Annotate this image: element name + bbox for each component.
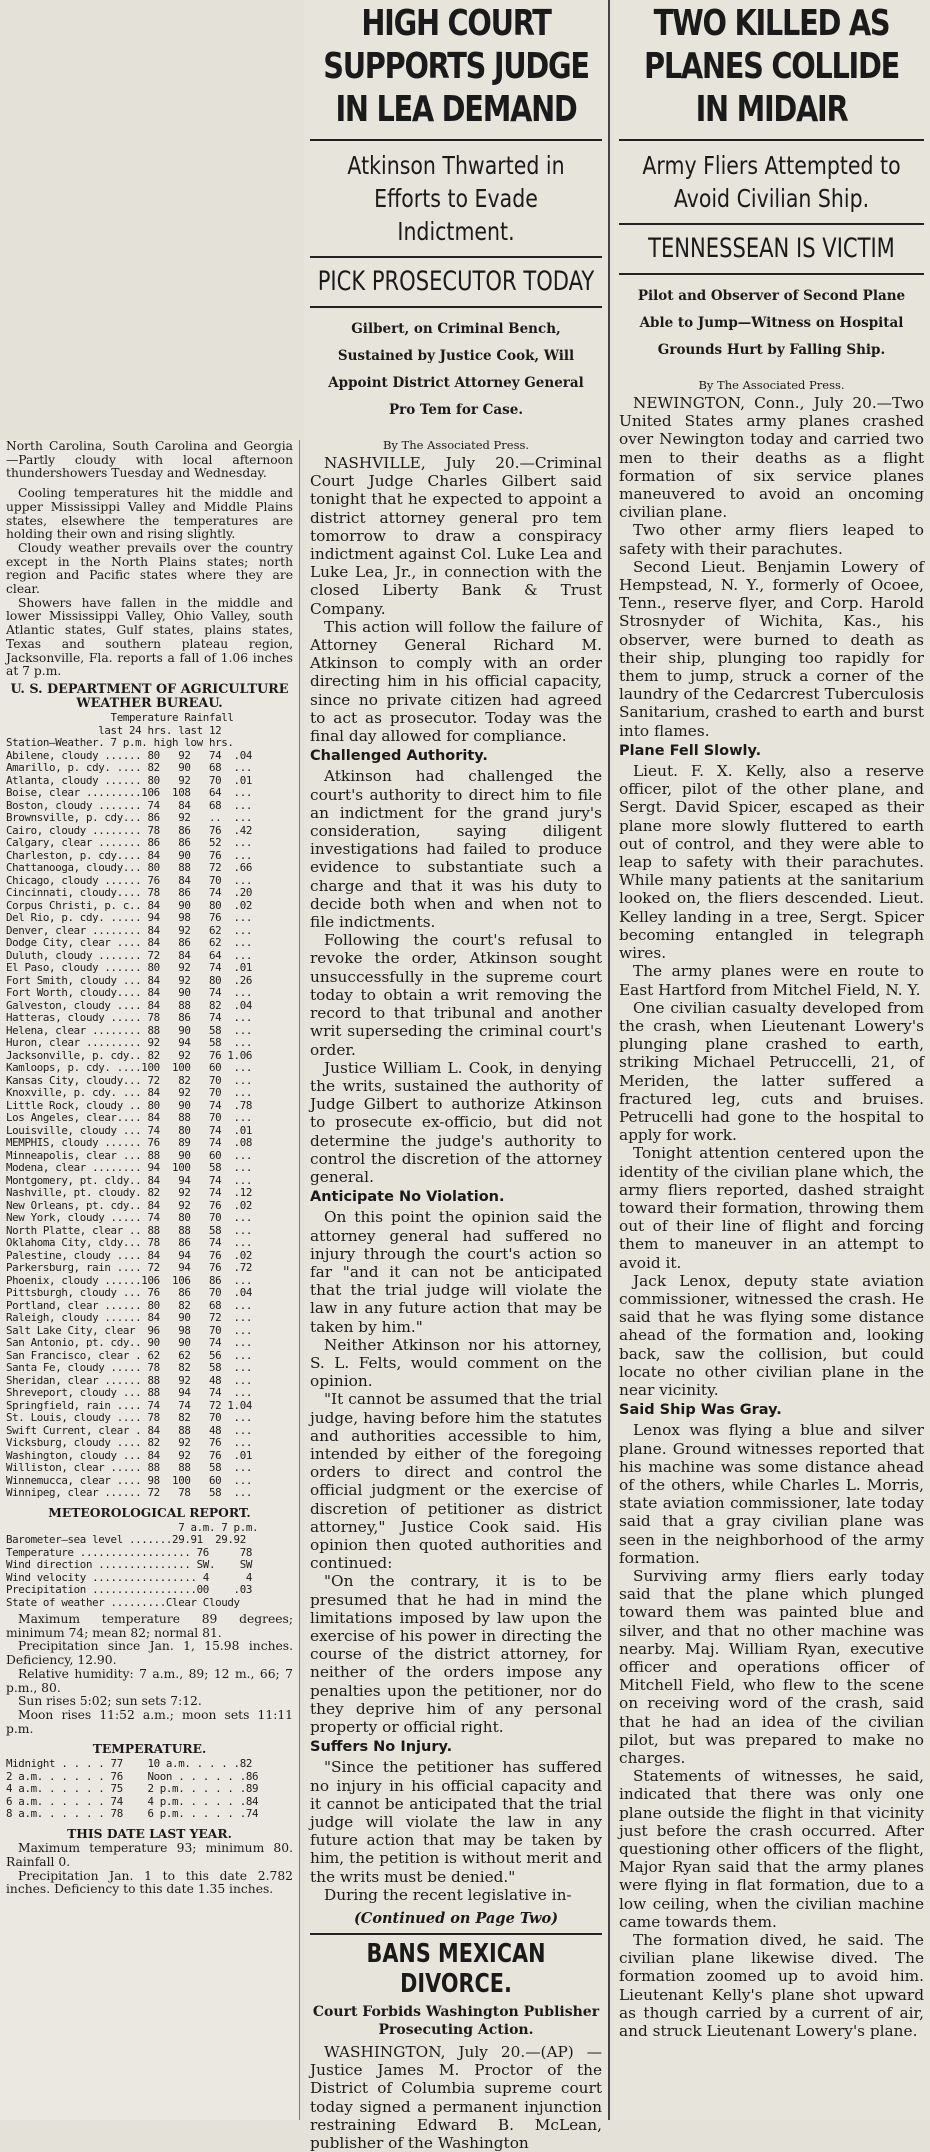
- planes-subhead: TENNESSEAN IS VICTIM: [648, 233, 895, 264]
- station-row: Fort Worth, cloudy.... 84 90 74 ...: [6, 986, 253, 1000]
- rule-divider: [619, 139, 924, 141]
- article-subheading: Plane Fell Slowly.: [619, 742, 762, 759]
- meteorological-notes: [6, 1613, 293, 1736]
- station-row: Parkersburg, rain .... 72 94 76 .72: [6, 1261, 253, 1275]
- station-row: Duluth, cloudy ....... 72 84 64 ...: [6, 948, 253, 962]
- meteorological-note: Precipitation since Jan. 1, 15.98 inches. Deficiency, 12.90.: [6, 1639, 293, 1668]
- temperature-row: 6 a.m. . . . . . 74 4 p.m. . . . . .84: [6, 1794, 259, 1808]
- station-row: Fort Smith, cloudy ... 84 92 80 .26: [6, 973, 253, 987]
- rule-divider: [310, 139, 602, 141]
- station-row: Amarillo, p. cdy. .... 82 90 68 ...: [6, 761, 253, 775]
- station-row: New York, cloudy ..... 74 80 70 ...: [6, 1211, 253, 1225]
- article-paragraph: The army planes were en route to East Hartford from Mitchel Field, N. Y.: [619, 962, 924, 999]
- station-row: Vicksburg, cloudy .... 82 92 76 ...: [6, 1436, 253, 1450]
- station-row: Boston, cloudy ....... 74 84 68 ...: [6, 798, 253, 812]
- meteorological-report-title: METEOROLOGICAL REPORT.: [48, 1504, 251, 1520]
- meteorological-row: Barometer—sea level .......29.91 29.92: [6, 1533, 246, 1547]
- article-paragraph: Tonight attention centered upon the identity of the civilian plane which, the army fliers reported, dashed straight toward their formation, throwing them out of their line of flight and forcing them to maneuver in an attempt to avoid it.: [619, 1144, 924, 1272]
- court-subhead: PICK PROSECUTOR TODAY: [317, 266, 595, 297]
- station-row: Portland, clear ...... 80 82 68 ...: [6, 1298, 253, 1312]
- station-row: Modena, clear ........ 94 100 58 ...: [6, 1161, 253, 1175]
- station-row: Corpus Christi, p. c.. 84 90 80 .02: [6, 898, 253, 912]
- article-subheading: Suffers No Injury.: [310, 1739, 453, 1756]
- article-subheading: Anticipate No Violation.: [310, 1189, 505, 1206]
- station-row: Boise, clear .........106 108 64 ...: [6, 786, 253, 800]
- meteorological-row: State of weather .........Clear Cloudy: [6, 1595, 240, 1609]
- station-row: Palestine, cloudy .... 84 94 76 .02: [6, 1248, 253, 1262]
- station-row: Helena, clear ........ 88 90 58 ...: [6, 1023, 253, 1037]
- planes-headline: TWO KILLED AS PLANES COLLIDE IN MIDAIR: [644, 3, 899, 130]
- rule-divider: [619, 223, 924, 225]
- meteorological-row: Wind velocity ................. 4 4: [6, 1570, 253, 1584]
- station-row: Springfield, rain .... 74 74 72 1.04: [6, 1398, 253, 1412]
- article-paragraph: The formation dived, he said. The civilian plane likewise dived. The formation zoomed up to avoid him. Lieutenant Kelly's plane shot upward as though carried by a current of air, and struck Lieutenant Lowery's plane.: [619, 1931, 924, 2041]
- court-headline: HIGH COURT SUPPORTS JUDGE IN LEA DEMAND: [323, 3, 589, 130]
- station-row: Galveston, cloudy .... 84 88 82 .04: [6, 998, 253, 1012]
- planes-article-body: [619, 394, 924, 2040]
- weather-bureau-title: U. S. DEPARTMENT OF AGRICULTURE WEATHER BUREAU.: [10, 681, 289, 711]
- station-row: St. Louis, cloudy .... 78 82 70 ...: [6, 1411, 253, 1425]
- station-row: San Francisco, clear . 62 62 56 ...: [6, 1348, 253, 1362]
- last-year-note: Maximum temperature 93; minimum 80. Rainfall 0.: [6, 1841, 293, 1869]
- weather-paragraph: Showers have fallen in the middle and lower Mississippi Valley, Ohio Valley, south Atlantic states, Gulf states, plains states, Texas and southern plateau region, Jacksonville, Fla. reports a fall of 1.06 inches at 7 p.m.: [6, 595, 293, 679]
- article-paragraph: NASHVILLE, July 20.—Criminal Court Judge Charles Gilbert said tonight that he expected to appoint a district attorney general pro tem tomorrow to draw a conspiracy indictment against Col. Luke Lea and Luke Lea, Jr., in connection with the closed Liberty Bank & Trust Company.: [310, 454, 602, 618]
- rule-divider: [619, 273, 924, 275]
- station-row: Santa Fe, cloudy ..... 78 82 58 ...: [6, 1361, 253, 1375]
- station-row: Nashville, pt. cloudy. 82 92 74 .12: [6, 1186, 253, 1200]
- weather-paragraph: Cloudy weather prevails over the country except in the North Plains states; north region and Pacific states where they are clear.: [6, 540, 293, 597]
- article-paragraph: One civilian casualty developed from the crash, when Lieutenant Lowery's plunging plane crashed to earth, striking Michael Petruccelli, 21, of Meriden, the latter suffered a fractured leg, cuts and bruises. Petrucelli had gone to the hospital to apply for work.: [619, 998, 924, 1145]
- planes-summary: Pilot and Observer of Second Plane Able to Jump—Witness on Hospital Grounds Hurt by Falling Ship.: [637, 288, 906, 358]
- station-row: Chicago, cloudy ...... 76 84 70 ...: [6, 873, 253, 887]
- last-year-notes: [6, 1842, 293, 1897]
- station-row: Winnipeg, clear ...... 72 78 58 ...: [6, 1486, 253, 1500]
- weather-paragraph: Cooling temperatures hit the middle and upper Mississippi Valley and Middle Plains states, elsewhere the temperatures are holding their own and rising slightly.: [6, 486, 293, 542]
- divorce-headline: BANS MEXICAN DIVORCE.: [366, 1939, 546, 2000]
- station-row: Swift Current, clear . 84 88 48 ...: [6, 1423, 253, 1437]
- temperature-row: Midnight . . . . 77 10 a.m. . . . .82: [6, 1757, 253, 1771]
- station-row: Los Angeles, clear.... 84 88 70 ...: [6, 1111, 253, 1125]
- station-row: El Paso, cloudy ...... 80 92 74 .01: [6, 961, 253, 975]
- article-paragraph: During the recent legislative in-: [324, 1885, 572, 1904]
- rule-divider: [310, 1933, 602, 1935]
- article-paragraph: Two other army fliers leaped to safety with their parachutes.: [619, 521, 924, 558]
- article-paragraph: WASHINGTON, July 20.—(AP) —Justice James M. Proctor of the District of Columbia supreme court today signed a permanent injunction restraining Edward B. McLean, publisher of the Washington: [310, 2043, 602, 2152]
- station-row: Montgomery, pt. cldy.. 84 94 74 ...: [6, 1173, 253, 1187]
- station-row: Dodge City, clear .... 84 86 62 ...: [6, 936, 253, 950]
- last-year-note: Precipitation Jan. 1 to this date 2.782 inches. Deficiency to this date 1.35 inches.: [6, 1868, 293, 1897]
- station-row: Winnemucca, clear .... 98 100 60 ...: [6, 1473, 253, 1487]
- station-row: Atlanta, cloudy ...... 80 92 70 .01: [6, 773, 253, 787]
- court-story-column: [304, 0, 610, 2152]
- station-row: Jacksonville, p. cdy.. 82 92 76 1.06: [6, 1048, 253, 1062]
- article-paragraph: On this point the opinion said the attorney general had suffered no injury through the court's action so far "and it can not be anticipated that the trial judge will violate the law in any future action that may be taken by him.": [310, 1208, 602, 1336]
- station-row: Raleigh, cloudy ...... 84 90 72 ...: [6, 1311, 253, 1325]
- station-row: Pittsburgh, cloudy ... 76 86 70 .04: [6, 1286, 253, 1300]
- weather-forecast-fragment: North Carolina, South Carolina and Georgia—Partly cloudy with local afternoon thundershowers Tuesday and Wednesday.: [6, 439, 293, 481]
- station-row: Cairo, cloudy ........ 78 86 76 .42: [6, 823, 253, 837]
- planes-deck: Army Fliers Attempted to Avoid Civilian Ship.: [642, 151, 901, 213]
- station-row: Phoenix, cloudy ......106 106 86 ...: [6, 1273, 253, 1287]
- article-paragraph: Lieut. F. X. Kelly, also a reserve officer, pilot of the other plane, and Sergt. David Spicer, escaped as their plane more slowly fluttered to earth out of control, and they were able to leap to safety with their parachutes. While many patients at the sanitarium looked on, the fliers descended. Lieut. Kelley landing in a tree, Sergt. Spicer becoming entangled in telegraph wires.: [619, 762, 924, 963]
- meteorological-row: Precipitation .................00 .03: [6, 1583, 253, 1597]
- station-row: Little Rock, cloudy .. 80 90 74 .78: [6, 1098, 253, 1112]
- divorce-article-body: [310, 2043, 602, 2152]
- station-row: Knoxville, p. cdy. ... 84 92 70 ...: [6, 1086, 253, 1100]
- court-byline: By The Associated Press.: [382, 438, 530, 452]
- station-row: New Orleans, pt. cdy.. 84 92 76 .02: [6, 1198, 253, 1212]
- article-paragraph: Justice William L. Cook, in denying the writs, sustained the authority of Judge Gilbert to authorize Atkinson to prosecute ex-officio, but did not determine the judge's authority to control the discretion of the attorney general.: [310, 1058, 602, 1186]
- station-row: Kansas City, cloudy... 72 82 70 ...: [6, 1073, 253, 1087]
- court-deck: Atkinson Thwarted in Efforts to Evade Indictment.: [347, 151, 565, 246]
- station-row: Kamloops, p. cdy. ....100 100 60 ...: [6, 1061, 253, 1075]
- station-row: Denver, clear ........ 84 92 62 ...: [6, 923, 253, 937]
- divorce-deck: Court Forbids Washington Publisher Prosecuting Action.: [312, 2004, 600, 2039]
- station-row: North Platte, clear .. 88 88 58 ...: [6, 1223, 253, 1237]
- rule-divider: [310, 306, 602, 308]
- meteorological-note: Sun rises 5:02; sun sets 7:12.: [18, 1694, 202, 1709]
- station-row: Huron, clear ......... 92 94 58 ...: [6, 1036, 253, 1050]
- station-row: Abilene, cloudy ...... 80 92 74 .04: [6, 748, 253, 762]
- article-paragraph: Jack Lenox, deputy state aviation commissioner, witnessed the crash. He said that he was flying some distance ahead of the formation and, looking back, saw the collision, but could locate no other civilian plane in the near vicinity.: [619, 1271, 924, 1399]
- temperature-row: 4 a.m. . . . . . 75 2 p.m. . . . . .89: [6, 1782, 259, 1796]
- last-year-title: THIS DATE LAST YEAR.: [67, 1825, 232, 1841]
- station-row: Williston, clear ..... 88 88 58 ...: [6, 1461, 253, 1475]
- temperature-title: TEMPERATURE.: [92, 1741, 207, 1757]
- article-paragraph: Following the court's refusal to revoke the order, Atkinson sought unsuccessfully in the supreme court today to obtain a writ removing the record to that tribunal and another writ superseding the criminal court's order.: [310, 931, 602, 1059]
- article-paragraph: Surviving army fliers early today said that the plane which plunged toward them was painted blue and silver, and that no other machine was nearby. Maj. William Ryan, executive officer and operations officer of Mitchell Field, who flew to the scene on receiving word of the crash, said that he had an idea of the civilian pilot, but was prepared to make no charges.: [619, 1567, 924, 1768]
- station-row: Minneapolis, clear ... 88 90 60 ...: [6, 1148, 253, 1162]
- article-paragraph: Atkinson had challenged the court's authority to direct him to file an indictment for the grand jury's consideration, saying diligent investigations had failed to produce evidence to substantiate such a charge and that it was his duty to decide both when and when not to file indictments.: [310, 767, 602, 932]
- station-row: Sheridan, clear ...... 88 92 48 ...: [6, 1373, 253, 1387]
- table-header-line: last 24 hrs. last 12: [6, 723, 222, 737]
- station-row: San Antonio, pt. cdy.. 90 90 74 ...: [6, 1336, 253, 1350]
- table-header-line: Station—Weather. 7 p.m. high low hrs.: [6, 736, 234, 750]
- article-paragraph: Second Lieut. Benjamin Lowery of Hempstead, N. Y., formerly of Ocoee, Tenn., reserve flyer, and Corp. Harold Strosnyder of Wichita, Kas., his observer, were burned to death as their ship, plunging too rapidly for them to jump, struck a corner of the laundry of the Cedarcrest Tuberculosis Sanitarium, crashed to earth and burst into flames.: [619, 557, 924, 740]
- continued-notice: (Continued on Page Two): [353, 1910, 559, 1928]
- article-subheading: Challenged Authority.: [310, 748, 488, 765]
- rule-divider: [310, 256, 602, 258]
- station-row: Brownsville, p. cdy... 86 92 .. ...: [6, 811, 253, 825]
- article-paragraph: Neither Atkinson nor his attorney, S. L. Felts, would comment on the opinion.: [310, 1335, 602, 1391]
- meteorological-note: Relative humidity: 7 a.m., 89; 12 m., 66; 7 p.m., 80.: [6, 1666, 293, 1695]
- article-paragraph: "It cannot be assumed that the trial judge, having before him the statutes and authorities accessible to him, intended by either of the foregoing orders to direct and control the official judgment or the exercise of discretion of petitioner as district attorney," Justice Cook said. His opinion then quoted authorities and continued:: [310, 1390, 602, 1573]
- article-paragraph: NEWINGTON, Conn., July 20.—Two United States army planes crashed over Newington today and carried two men to their deaths as a flight formation of six service planes maneuvered to avoid an oncoming civilian plane.: [619, 394, 924, 522]
- station-row: Washington, cloudy ... 84 92 76 .01: [6, 1448, 253, 1462]
- station-row: MEMPHIS, cloudy ...... 76 89 74 .08: [6, 1136, 253, 1150]
- article-paragraph: This action will follow the failure of Attorney General Richard M. Atkinson to comply with an order directing him in his official capacity, since no private citizen had agreed to act as prosecutor. Today was the final day allowed for compliance.: [310, 617, 602, 746]
- court-summary: Gilbert, on Criminal Bench, Sustained by Justice Cook, Will Appoint District Attorney General Pro Tem for Case.: [328, 321, 584, 418]
- court-article-body: [310, 454, 602, 1904]
- meteorological-row: Temperature .................. 76 78: [6, 1545, 253, 1559]
- article-paragraph: Lenox was flying a blue and silver plane. Ground witnesses reported that his machine was some distance ahead of the others, while Charles L. Morris, state aviation commissioner, late today said that a gray civilian plane was seen in the neighborhood of the army formation.: [619, 1421, 924, 1567]
- station-row: Hatteras, cloudy ..... 78 86 74 ...: [6, 1011, 253, 1025]
- station-row: Shreveport, cloudy ... 88 94 74 ...: [6, 1386, 253, 1400]
- temperature-row: 8 a.m. . . . . . 78 6 p.m. . . . . .74: [6, 1807, 259, 1821]
- station-row: Salt Lake City, clear 96 98 70 ...: [6, 1323, 253, 1337]
- table-header-line: Temperature Rainfall: [6, 711, 234, 725]
- station-row: Del Rio, p. cdy. ..... 94 98 76 ...: [6, 911, 253, 925]
- article-subheading: Said Ship Was Gray.: [619, 1402, 782, 1419]
- station-row: Charleston, p. cdy.... 84 90 76 ...: [6, 848, 253, 862]
- weather-station-table: [6, 750, 293, 1500]
- temperature-table: [6, 1758, 293, 1821]
- meteorological-row: 7 a.m. 7 p.m.: [6, 1520, 259, 1534]
- station-row: Calgary, clear ....... 86 86 52 ...: [6, 836, 253, 850]
- station-row: Chattanooga, cloudy... 80 88 72 .66: [6, 861, 253, 875]
- article-paragraph: "Since the petitioner has suffered no injury in his official capacity and it cannot be anticipated that the trial judge will violate the law in any future action that may be taken by him, the petition is without merit and the writs must be denied.": [310, 1758, 602, 1886]
- temperature-row: 2 a.m. . . . . . 76 Noon . . . . . .86: [6, 1769, 259, 1783]
- meteorological-report-table: [6, 1522, 293, 1610]
- station-row: Oklahoma City, cldy... 78 86 74 ...: [6, 1236, 253, 1250]
- meteorological-note: Maximum temperature 89 degrees; minimum 74; mean 82; normal 81.: [6, 1612, 293, 1640]
- meteorological-note: Moon rises 11:52 a.m.; moon sets 11:11 p.m.: [6, 1707, 293, 1736]
- planes-story-column: [613, 0, 930, 2120]
- station-row: Cincinnati, cloudy.... 78 86 74 .20: [6, 886, 253, 900]
- article-paragraph: Statements of witnesses, he said, indicated that there was only one plane outside the flight in that vicinity just before the crash occurred. After questioning other officers of the flight, Major Ryan said that the army planes were flying in flat formation, due to a low ceiling, when the civilian machine came towards them.: [619, 1767, 924, 1931]
- meteorological-row: Wind direction ............... SW. SW: [6, 1558, 253, 1572]
- station-row: Louisville, cloudy ... 74 80 74 .01: [6, 1123, 253, 1137]
- article-paragraph: "On the contrary, it is to be presumed that he had in mind the limitations imposed by law upon the exercise of his power in directing the course of the district attorney, for neither of the orders impose any penalties upon the petitioner, nor do they deprive him of any personal property or official right.: [310, 1572, 602, 1737]
- weather-table-header: [6, 712, 293, 750]
- weather-column: [0, 440, 300, 2120]
- planes-byline: By The Associated Press.: [698, 378, 845, 392]
